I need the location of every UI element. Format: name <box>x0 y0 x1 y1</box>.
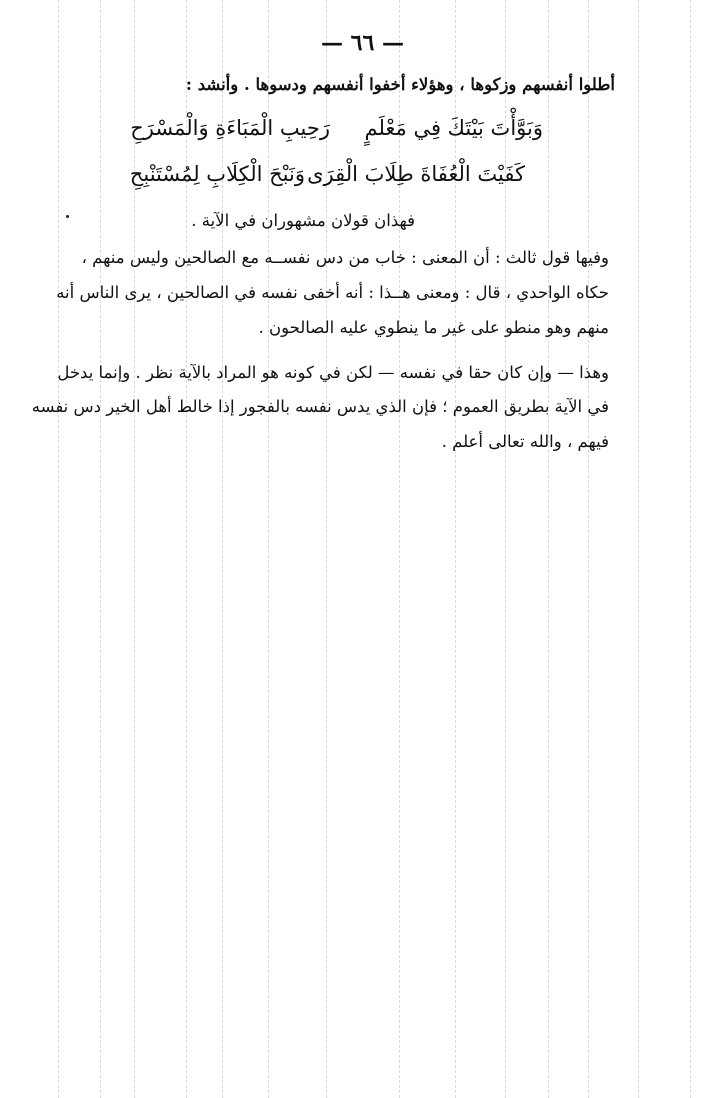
page-number: — ٦٦ — <box>321 30 404 56</box>
scan-streak <box>690 0 691 1098</box>
paragraph-1-line-1: فهذان قولان مشهوران في الآية . <box>191 211 415 230</box>
scan-streak <box>58 0 59 1098</box>
verse-1-second-hemistich: رَحِيبِ الْمَبَاءَةِ وَالْمَسْرَحِ <box>130 116 330 140</box>
scan-streak <box>548 0 549 1098</box>
verse-2-second-hemistich: وَنَبْحَ الْكِلَابِ لِمُسْتَنْبِحِ <box>129 162 305 186</box>
paragraph-3-line-3: فيهم ، والله تعالى أعلم . <box>441 432 609 451</box>
paragraph-2-line-3: منهم وهو منطو على غير ما ينطوي عليه الصالحون . <box>258 318 609 337</box>
scan-streak <box>588 0 589 1098</box>
verse-2-first-hemistich: كَفَيْتَ الْعُفَاةَ طِلَابَ الْقِرَى <box>307 162 525 186</box>
intro-line: أطلوا أنفسهم وزكوها ، وهؤلاء أخفوا أنفسهم ودسوها . وأنشد : <box>185 75 615 94</box>
ink-speck <box>66 215 69 218</box>
paragraph-2-line-2: حكاه الواحدي ، قال : ومعنى هــذا : أنه أخفى نفسه في الصالحين ، يرى الناس أنه <box>56 283 609 302</box>
verse-1-first-hemistich: وَبَوَّأْتَ بَيْتَكَ فِي مَعْلَمٍ <box>364 116 543 140</box>
paragraph-2-line-1: وفيها قول ثالث : أن المعنى : خاب من دس نفســه مع الصالحين وليس منهم ، <box>81 248 609 267</box>
scan-streak <box>100 0 101 1098</box>
scan-streak <box>638 0 639 1098</box>
paragraph-3-line-1: وهذا — وإن كان حقا في نفسه — لكن في كونه هو المراد بالآية نظر . وإنما يدخل <box>57 363 609 382</box>
paragraph-3-line-2: في الآية بطريق العموم ؛ فإن الذي يدس نفسه بالفجور إذا خالط أهل الخير دس نفسه <box>31 397 609 416</box>
